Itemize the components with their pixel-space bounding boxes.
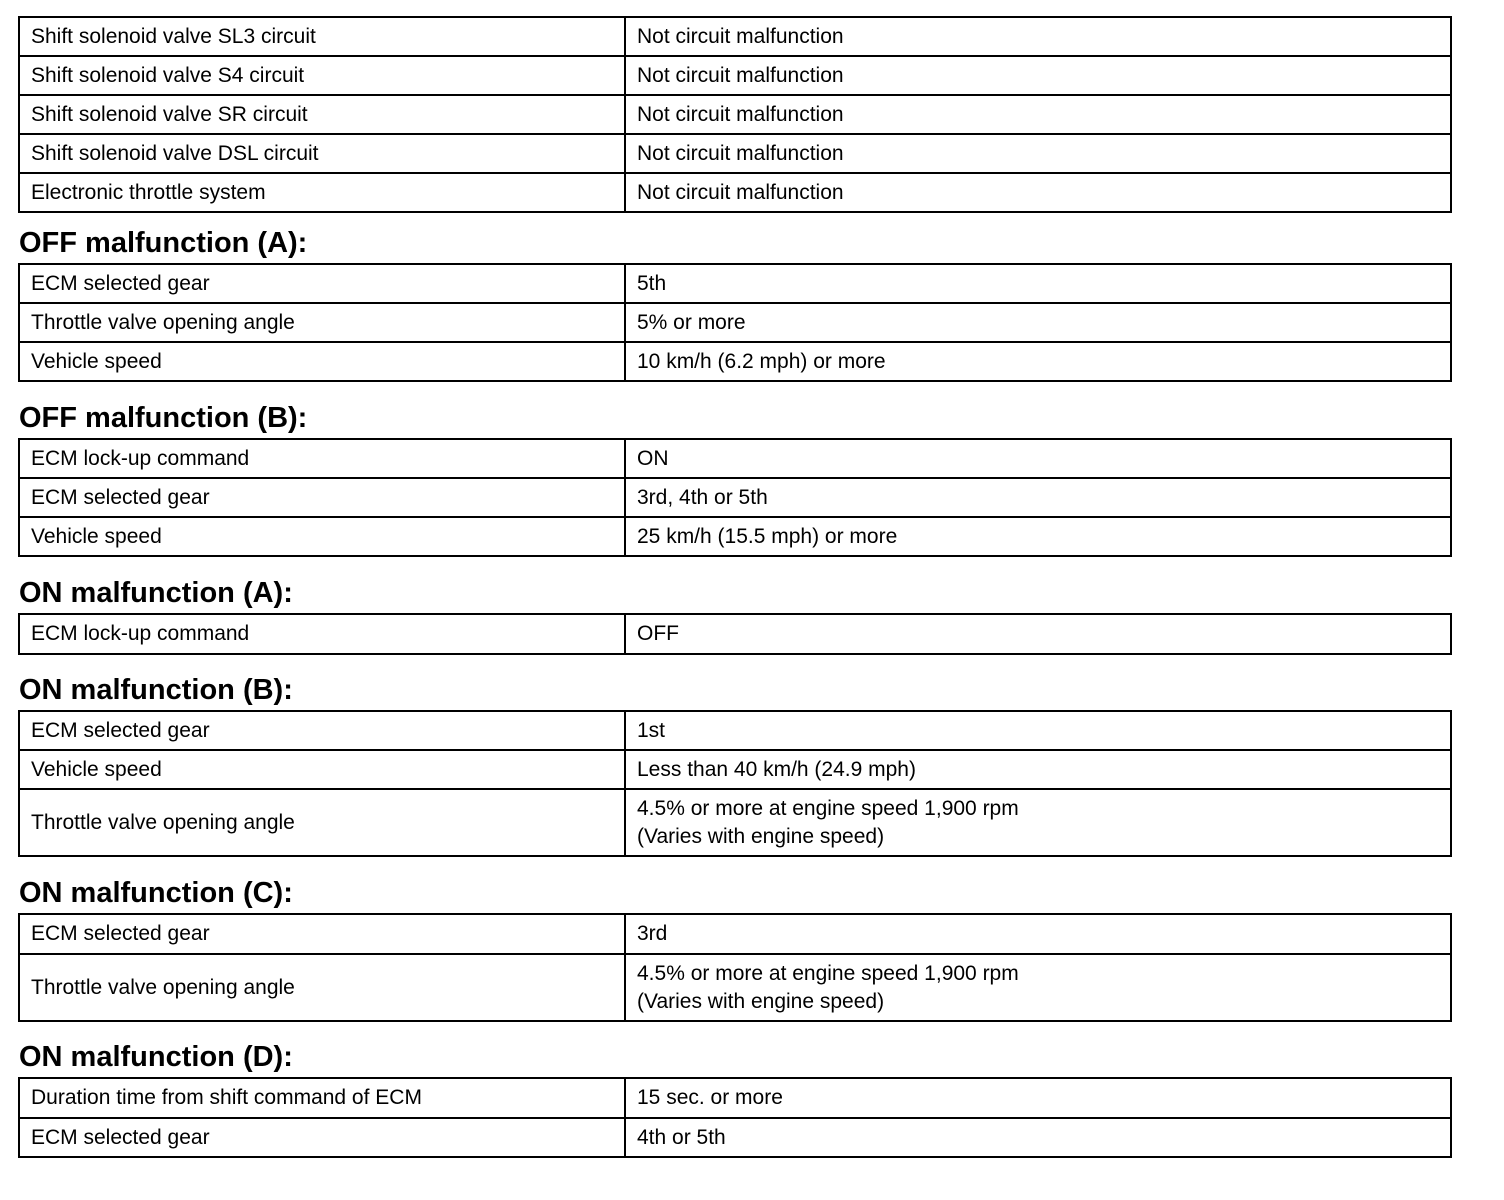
- condition-value-line: 4.5% or more at engine speed 1,900 rpm: [637, 961, 1019, 985]
- section-heading-on-d: ON malfunction (D):: [19, 1041, 293, 1073]
- condition-label: Shift solenoid valve SR circuit: [19, 95, 625, 134]
- table-row: [19, 914, 1451, 954]
- condition-value: [625, 789, 1451, 856]
- condition-label: Throttle valve opening angle: [19, 789, 625, 856]
- table-row: [19, 439, 1451, 478]
- condition-value-note: (Varies with engine speed): [637, 989, 885, 1013]
- condition-value: Not circuit malfunction: [625, 17, 1451, 56]
- condition-label: Vehicle speed: [19, 750, 625, 789]
- condition-value: 3rd, 4th or 5th: [625, 478, 1451, 517]
- table-row: [19, 56, 1451, 95]
- table-row: [19, 95, 1451, 134]
- section-heading-on-c: ON malfunction (C):: [19, 877, 293, 909]
- condition-label: Shift solenoid valve DSL circuit: [19, 134, 625, 173]
- condition-value: ON: [625, 439, 1451, 478]
- table-row: [19, 750, 1451, 789]
- condition-label: Shift solenoid valve S4 circuit: [19, 56, 625, 95]
- table-row: [19, 614, 1451, 654]
- off-b-table: [18, 438, 1452, 557]
- condition-value: Not circuit malfunction: [625, 134, 1451, 173]
- condition-value: Not circuit malfunction: [625, 173, 1451, 212]
- on-c-table: [18, 913, 1452, 1022]
- table-row: [19, 264, 1451, 303]
- condition-label: Duration time from shift command of ECM: [19, 1078, 625, 1118]
- on-d-table: [18, 1077, 1452, 1158]
- table-row: [19, 517, 1451, 556]
- on-b-table: [18, 710, 1452, 857]
- condition-label: Throttle valve opening angle: [19, 954, 625, 1021]
- condition-value: [625, 954, 1451, 1021]
- condition-value: Not circuit malfunction: [625, 95, 1451, 134]
- condition-label: ECM selected gear: [19, 264, 625, 303]
- table-row: [19, 1078, 1451, 1118]
- condition-label: ECM selected gear: [19, 914, 625, 954]
- condition-value-line: 4.5% or more at engine speed 1,900 rpm: [637, 796, 1019, 820]
- condition-label: Vehicle speed: [19, 342, 625, 381]
- section-heading-on-a: ON malfunction (A):: [19, 577, 293, 609]
- section-heading-off-b: OFF malfunction (B):: [19, 402, 308, 434]
- condition-label: Throttle valve opening angle: [19, 303, 625, 342]
- table-row: [19, 17, 1451, 56]
- condition-value: 25 km/h (15.5 mph) or more: [625, 517, 1451, 556]
- table-row: [19, 954, 1451, 1021]
- table-row: [19, 342, 1451, 381]
- condition-label: Electronic throttle system: [19, 173, 625, 212]
- condition-label: ECM selected gear: [19, 1118, 625, 1157]
- condition-label: Vehicle speed: [19, 517, 625, 556]
- condition-value: 10 km/h (6.2 mph) or more: [625, 342, 1451, 381]
- condition-value: 1st: [625, 711, 1451, 750]
- condition-label: ECM lock-up command: [19, 614, 625, 654]
- condition-value: 3rd: [625, 914, 1451, 954]
- condition-value: Less than 40 km/h (24.9 mph): [625, 750, 1451, 789]
- condition-value: 15 sec. or more: [625, 1078, 1451, 1118]
- table-row: [19, 134, 1451, 173]
- section-heading-on-b: ON malfunction (B):: [19, 674, 293, 706]
- condition-label: ECM selected gear: [19, 711, 625, 750]
- condition-value: 5th: [625, 264, 1451, 303]
- circuit-table: [18, 16, 1452, 213]
- table-row: [19, 478, 1451, 517]
- table-row: [19, 711, 1451, 750]
- condition-value: 5% or more: [625, 303, 1451, 342]
- table-row: [19, 1118, 1451, 1157]
- condition-label: ECM selected gear: [19, 478, 625, 517]
- condition-value: 4th or 5th: [625, 1118, 1451, 1157]
- table-row: [19, 173, 1451, 212]
- table-row: [19, 303, 1451, 342]
- section-heading-off-a: OFF malfunction (A):: [19, 227, 308, 259]
- condition-label: ECM lock-up command: [19, 439, 625, 478]
- condition-value: OFF: [625, 614, 1451, 654]
- off-a-table: [18, 263, 1452, 382]
- table-row: [19, 789, 1451, 856]
- condition-value: Not circuit malfunction: [625, 56, 1451, 95]
- condition-label: Shift solenoid valve SL3 circuit: [19, 17, 625, 56]
- on-a-table: [18, 613, 1452, 655]
- condition-value-note: (Varies with engine speed): [637, 824, 885, 848]
